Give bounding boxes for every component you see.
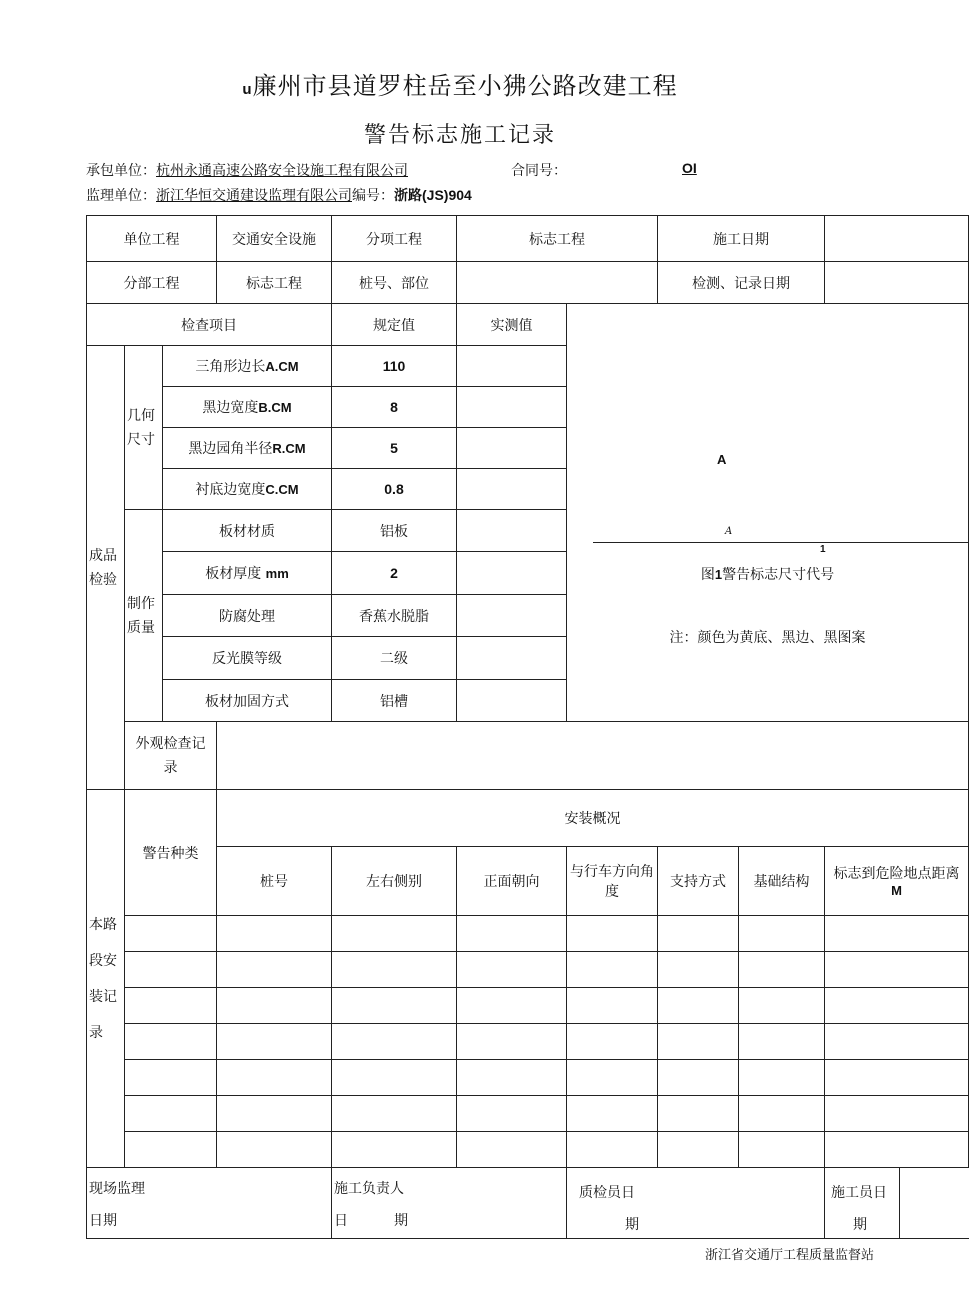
geometry-item-measured[interactable] <box>457 469 567 510</box>
install-overview-header: 安装概况 <box>217 790 969 847</box>
geometry-item-measured[interactable] <box>457 428 567 469</box>
install-cell[interactable] <box>739 1096 825 1132</box>
contract-no-value: OI <box>682 160 697 176</box>
geometry-item-name: 衬底边宽度C.CM <box>163 469 332 510</box>
quality-item-spec: 铝板 <box>332 510 457 552</box>
sig-qc-1: 质检员日 <box>579 1185 635 1201</box>
unit-project-value: 交通安全设施 <box>217 216 332 262</box>
contractor-line <box>86 160 408 180</box>
supervisor-name: 浙江华恒交通建设监理有限公司 <box>156 188 352 204</box>
install-cell[interactable] <box>457 988 567 1024</box>
install-cell[interactable] <box>457 1060 567 1096</box>
col-header-angle: 与行车方向角度 <box>567 847 658 916</box>
project-title: 廉州市县道罗柱岳至小狒公路改建工程 <box>252 72 678 100</box>
sig-worker-1: 施工员日 <box>831 1185 887 1201</box>
footer-issuer: 浙江省交通厅工程质量监督站 <box>704 1248 874 1263</box>
quality-item-name: 防腐处理 <box>163 595 332 637</box>
station-label: 桩号、部位 <box>332 262 457 304</box>
record-table <box>86 215 969 1239</box>
install-cell[interactable] <box>825 1132 969 1168</box>
col-header-station: 桩号 <box>217 847 332 916</box>
inspection-date-field[interactable] <box>825 262 969 304</box>
geometry-item-name: 黑边园角半径R.CM <box>163 428 332 469</box>
quality-item-name: 反光膜等级 <box>163 637 332 680</box>
install-cell[interactable] <box>825 952 969 988</box>
install-cell[interactable] <box>658 1024 739 1060</box>
install-cell[interactable] <box>658 1096 739 1132</box>
install-row <box>87 1060 969 1096</box>
unit-project-label: 单位工程 <box>87 216 217 262</box>
sig-site-date: 日期 <box>89 1213 117 1229</box>
install-row <box>87 916 969 952</box>
geometry-item-measured[interactable] <box>457 346 567 387</box>
figure-cell <box>567 304 969 722</box>
install-cell[interactable] <box>332 1132 457 1168</box>
install-row <box>87 1132 969 1168</box>
geometry-label: 几何尺寸 <box>125 346 163 510</box>
item-header: 检查项目 <box>87 304 332 346</box>
install-cell[interactable] <box>217 1096 332 1132</box>
col-header-side: 左右侧别 <box>332 847 457 916</box>
install-cell[interactable] <box>125 988 217 1024</box>
install-cell[interactable] <box>739 916 825 952</box>
install-cell[interactable] <box>567 1096 658 1132</box>
install-cell[interactable] <box>217 1060 332 1096</box>
install-row <box>87 1096 969 1132</box>
quality-label: 制作质量 <box>125 510 163 722</box>
quality-item-spec: 香蕉水脱脂 <box>332 595 457 637</box>
geometry-item-spec: 5 <box>332 428 457 469</box>
install-cell[interactable] <box>217 952 332 988</box>
install-cell[interactable] <box>125 1096 217 1132</box>
geometry-item-spec: 0.8 <box>332 469 457 510</box>
quality-item-measured[interactable] <box>457 680 567 722</box>
install-cell[interactable] <box>125 952 217 988</box>
quality-item-measured[interactable] <box>457 552 567 595</box>
contractor-label: 承包单位： <box>86 163 156 179</box>
col-header-foundation: 基础结构 <box>739 847 825 916</box>
geometry-item-spec: 110 <box>332 346 457 387</box>
install-row <box>87 1024 969 1060</box>
install-cell[interactable] <box>332 916 457 952</box>
number-label: 编号： <box>352 188 394 204</box>
sig-site-label: 现场监理 <box>89 1181 145 1197</box>
figure-mark: 1 <box>820 544 826 555</box>
install-cell[interactable] <box>457 952 567 988</box>
figure-caption <box>567 564 968 584</box>
install-cell[interactable] <box>125 1132 217 1168</box>
install-cell[interactable] <box>332 1024 457 1060</box>
sig-construction-lead[interactable] <box>332 1168 567 1239</box>
install-row <box>87 988 969 1024</box>
sig-lead-date-2: 期 <box>394 1213 408 1229</box>
install-cell[interactable] <box>567 1024 658 1060</box>
figure-caption-text: 警告标志尺寸代号 <box>722 567 835 583</box>
install-cell[interactable] <box>825 988 969 1024</box>
col-header-facing: 正面朝向 <box>457 847 567 916</box>
install-cell[interactable] <box>457 1096 567 1132</box>
install-cell[interactable] <box>457 1024 567 1060</box>
install-cell[interactable] <box>567 952 658 988</box>
division-label: 分部工程 <box>87 262 217 304</box>
product-inspection-label: 成品检验 <box>87 346 125 790</box>
figure-caption-prefix: 图 <box>700 567 715 583</box>
install-cell[interactable] <box>217 916 332 952</box>
install-cell[interactable] <box>332 1096 457 1132</box>
title-prefix: u <box>242 81 253 98</box>
sig-lead-date-1: 日 <box>334 1213 348 1229</box>
install-cell[interactable] <box>825 916 969 952</box>
station-field[interactable] <box>457 262 658 304</box>
sub-item-value: 标志工程 <box>457 216 658 262</box>
quality-item-measured[interactable] <box>457 595 567 637</box>
col-header-distance: 标志到危险地点距离 M <box>825 847 969 916</box>
figure-baseline <box>593 542 968 543</box>
install-cell[interactable] <box>658 1132 739 1168</box>
install-cell[interactable] <box>125 916 217 952</box>
supervisor-label: 监理单位： <box>86 188 156 204</box>
install-row <box>87 952 969 988</box>
sig-divider <box>899 1168 900 1238</box>
sig-worker[interactable] <box>825 1168 969 1239</box>
install-cell[interactable] <box>332 952 457 988</box>
install-cell[interactable] <box>567 1060 658 1096</box>
sig-site-supervisor[interactable] <box>87 1168 332 1239</box>
sig-qc-2: 期 <box>625 1217 639 1233</box>
warning-type-header: 警告种类 <box>125 790 217 916</box>
sig-lead-label: 施工负责人 <box>334 1181 404 1197</box>
page-title <box>0 66 920 101</box>
figure-top-label: A <box>717 452 727 467</box>
quality-item-measured[interactable] <box>457 510 567 552</box>
install-cell[interactable] <box>825 1060 969 1096</box>
install-cell[interactable] <box>658 952 739 988</box>
quality-item-name: 板材材质 <box>163 510 332 552</box>
install-cell[interactable] <box>567 916 658 952</box>
geometry-item-measured[interactable] <box>457 387 567 428</box>
figure-italic-label: A <box>725 526 733 537</box>
contractor-name: 杭州永通高速公路安全设施工程有限公司 <box>156 163 408 179</box>
install-cell[interactable] <box>332 1060 457 1096</box>
col-header-support: 支持方式 <box>658 847 739 916</box>
quality-item-spec: 铝槽 <box>332 680 457 722</box>
measured-header: 实测值 <box>457 304 567 346</box>
supervisor-line <box>86 185 472 205</box>
install-cell[interactable] <box>658 916 739 952</box>
sig-worker-2: 期 <box>853 1217 867 1233</box>
install-cell[interactable] <box>125 1024 217 1060</box>
spec-header: 规定值 <box>332 304 457 346</box>
install-cell[interactable] <box>658 1060 739 1096</box>
quality-item-spec: 二级 <box>332 637 457 680</box>
quality-item-spec: 2 <box>332 552 457 595</box>
install-cell[interactable] <box>567 1132 658 1168</box>
construction-date-field[interactable] <box>825 216 969 262</box>
appearance-field[interactable] <box>217 722 969 790</box>
sig-quality-inspector[interactable] <box>567 1168 825 1239</box>
install-cell[interactable] <box>739 1132 825 1168</box>
install-cell[interactable] <box>658 988 739 1024</box>
install-cell[interactable] <box>567 988 658 1024</box>
install-cell[interactable] <box>825 1024 969 1060</box>
figure-caption-number: 1 <box>714 567 723 582</box>
geometry-item-spec: 8 <box>332 387 457 428</box>
install-cell[interactable] <box>457 1132 567 1168</box>
install-cell[interactable] <box>332 988 457 1024</box>
install-cell[interactable] <box>217 988 332 1024</box>
install-cell[interactable] <box>825 1096 969 1132</box>
contract-no-label: 合同号： <box>511 163 567 179</box>
install-cell[interactable] <box>217 1132 332 1168</box>
inspection-date-label: 检测、记录日期 <box>658 262 825 304</box>
install-cell[interactable] <box>457 916 567 952</box>
number-value: 浙路(JS)904 <box>394 187 472 203</box>
quality-item-measured[interactable] <box>457 637 567 680</box>
sub-item-label: 分项工程 <box>332 216 457 262</box>
appearance-label: 外观检查记录 <box>125 722 217 790</box>
install-cell[interactable] <box>125 1060 217 1096</box>
record-title: 警告标志施工记录 <box>363 123 556 148</box>
division-value: 标志工程 <box>217 262 332 304</box>
quality-item-name: 板材厚度 mm <box>163 552 332 595</box>
geometry-item-name: 三角形边长A.CM <box>163 346 332 387</box>
construction-date-label: 施工日期 <box>658 216 825 262</box>
install-section-label: 本路段安装记录 <box>87 790 125 1168</box>
install-cell[interactable] <box>739 1024 825 1060</box>
install-cell[interactable] <box>739 1060 825 1096</box>
install-cell[interactable] <box>739 952 825 988</box>
install-cell[interactable] <box>217 1024 332 1060</box>
quality-item-name: 板材加固方式 <box>163 680 332 722</box>
figure-note: 注：颜色为黄底、黑边、黑图案 <box>669 630 866 646</box>
install-cell[interactable] <box>739 988 825 1024</box>
geometry-item-name: 黑边宽度B.CM <box>163 387 332 428</box>
